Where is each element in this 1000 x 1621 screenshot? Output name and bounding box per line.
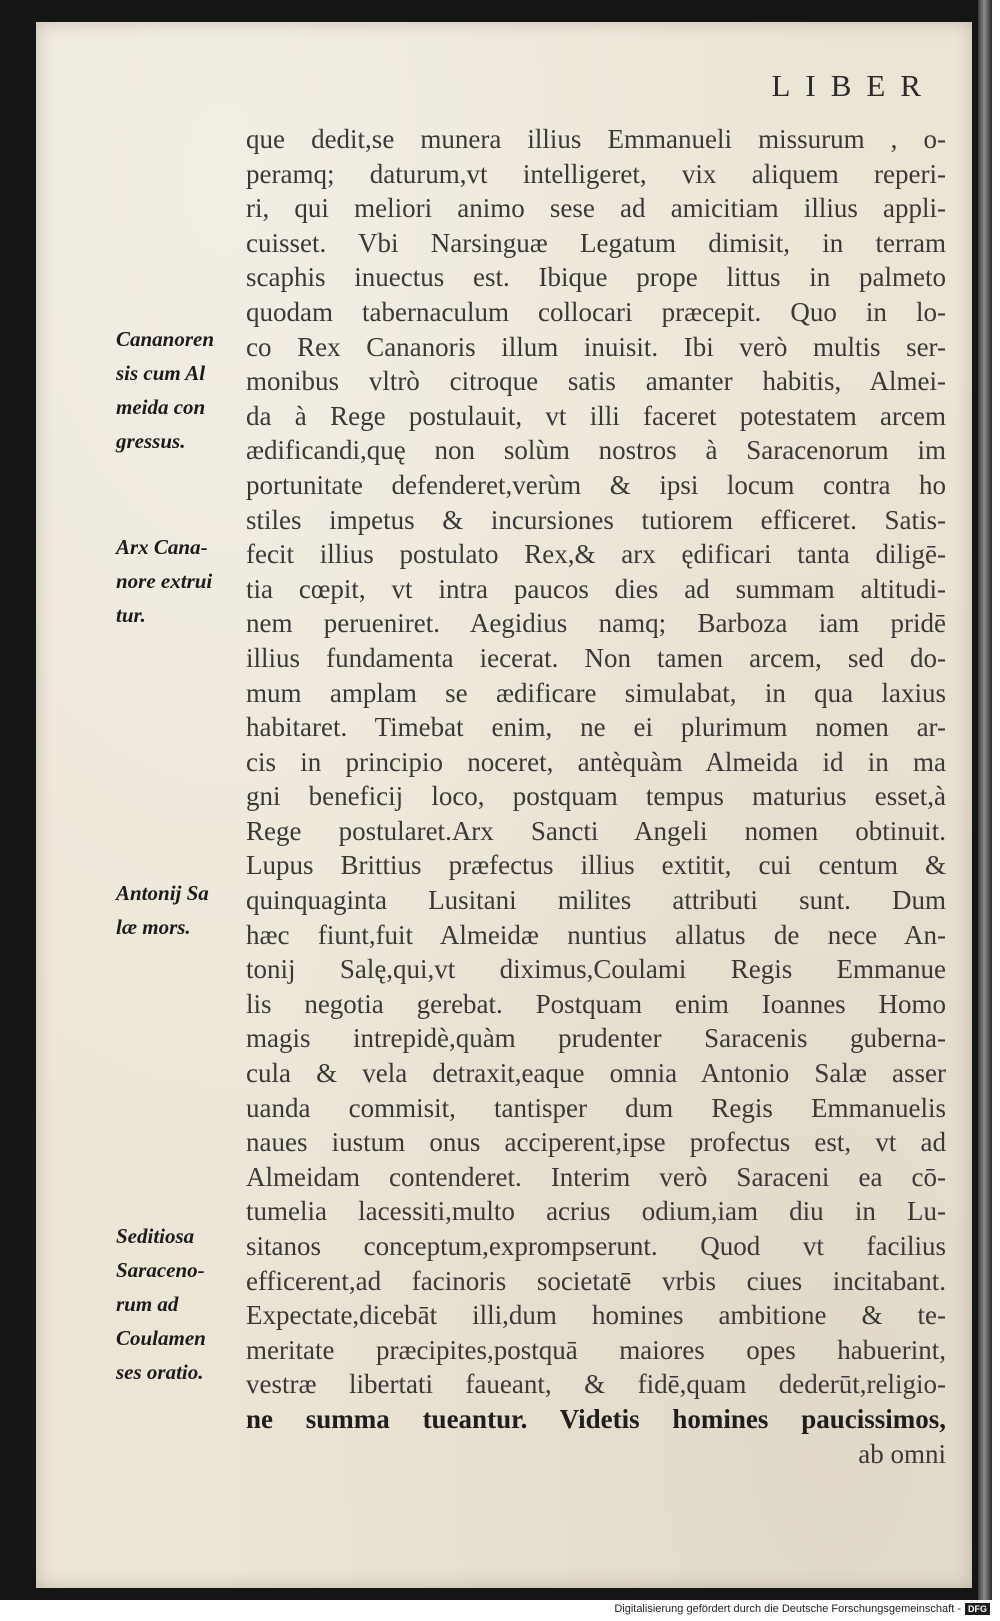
digitization-credit xyxy=(614,1603,990,1615)
text-line: efficerent,ad facinoris societatē vrbis ciues incitabant. xyxy=(246,1265,946,1296)
dfg-logo: DFG xyxy=(965,1603,990,1615)
text-line: nem perueniret. Aegidius namq; Barboza iam pridē xyxy=(246,608,946,639)
margin-note-line: nore extrui xyxy=(116,569,213,593)
text-line: tumelia lacessiti,multo acrius odium,iam diu in Lu- xyxy=(246,1196,946,1227)
text-line: quinquaginta Lusitani milites attributi sunt. Dum xyxy=(246,885,946,916)
margin-note-line: rum ad xyxy=(116,1292,179,1316)
text-line: vestræ libertati faueant, & fidē,quam dederūt,religio- xyxy=(246,1369,946,1400)
text-line: lis negotia gerebat. Postquam enim Ioannes Homo xyxy=(246,988,946,1019)
text-line: mum amplam se ædificare simulabat, in qua laxius xyxy=(246,677,946,708)
running-header: LIBER xyxy=(771,68,936,103)
text-line: magis intrepidè,quàm prudenter Saracenis guberna- xyxy=(246,1023,946,1054)
margin-note-line: Cananoren xyxy=(116,327,215,351)
margin-note-line: Seditiosa xyxy=(116,1224,195,1248)
text-line: Rege postularet.Arx Sancti Angeli nomen obtinuit. xyxy=(246,815,946,846)
catchword: ab omni xyxy=(858,1438,946,1469)
text-line: cuisset. Vbi Narsinguæ Legatum dimisit, in terram xyxy=(246,227,946,258)
text-line: fecit illius postulato Rex,& arx ędificari tanta diligē- xyxy=(246,539,946,570)
text-line: tia cœpit, vt intra paucos dies ad summam altitudi- xyxy=(246,573,946,604)
text-line: uanda commisit, tantisper dum Regis Emmanuelis xyxy=(246,1092,946,1123)
text-line: habitaret. Timebat enim, ne ei plurimum nomen ar- xyxy=(246,712,946,743)
text-line: quodam tabernaculum collocari præcepit. Quo in lo- xyxy=(246,296,946,327)
text-line: gni beneficij loco, postquam tempus maturius esset,à xyxy=(246,781,946,812)
text-line: monibus vltrò citroque satis amanter habitis, Almei- xyxy=(246,366,946,397)
text-line: ædificandi,quę non solùm nostros à Saracenorum im xyxy=(246,435,946,466)
margin-note-line: Antonij Sa xyxy=(116,881,209,905)
text-line: sitanos conceptum,exprompserunt. Quod vt facilius xyxy=(246,1231,946,1261)
body-text xyxy=(246,122,946,1471)
text-line: stiles impetus & incursiones tutiorem efficeret. Satis- xyxy=(246,504,946,535)
text-line: portunitate defenderet,verùm & ipsi locum contra ho xyxy=(246,469,946,500)
margin-note-line: gressus. xyxy=(116,429,186,453)
text-line: ne summa tueantur. Videtis homines paucissimos, xyxy=(246,1403,946,1434)
margin-note-line: Arx Cana- xyxy=(116,535,208,559)
text-line: co Rex Cananoris illum inuisit. Ibi verò multis ser- xyxy=(246,331,946,362)
margin-note-line: ses oratio. xyxy=(116,1360,204,1384)
margin-note xyxy=(116,1219,251,1389)
book-page xyxy=(36,22,972,1588)
margin-note-line: tur. xyxy=(116,603,146,627)
text-line: Almeidam contenderet. Interim verò Saraceni ea cō- xyxy=(246,1161,946,1192)
text-line: illius fundamenta iecerat. Non tamen arcem, sed do- xyxy=(246,642,946,673)
text-line: scaphis inuectus est. Ibique prope littus in palmeto xyxy=(246,262,946,293)
text-line: peramq; daturum,vt intelligeret, vix aliquem reperi- xyxy=(246,158,946,189)
text-line: hæc fiunt,fuit Almeidæ nuntius allatus de nece An- xyxy=(246,919,946,950)
text-line: Lupus Brittius præfectus illius extitit, cui centum & xyxy=(246,850,946,881)
margin-note-line: Coulamen xyxy=(116,1326,206,1350)
text-line: da à Rege postulauit, vt illi faceret potestatem arcem xyxy=(246,400,946,431)
margin-note-line: læ mors. xyxy=(116,915,191,939)
margin-note xyxy=(116,876,251,944)
text-line: cis in principio noceret, antèquàm Almeida id in ma xyxy=(246,746,946,777)
text-line: naues iustum onus acciperent,ipse profectus est, vt ad xyxy=(246,1127,946,1158)
text-line: cula & vela detraxit,eaque omnia Antonio Salæ asser xyxy=(246,1058,946,1089)
text-line: que dedit,se munera illius Emmanueli missurum , o- xyxy=(246,124,946,154)
margin-note-line: Saraceno- xyxy=(116,1258,205,1282)
text-line: ri, qui meliori animo sese ad amicitiam illius appli- xyxy=(246,193,946,224)
text-line: meritate præcipites,postquā maiores opes habuerint, xyxy=(246,1334,946,1365)
margin-note xyxy=(116,530,251,632)
credit-text: Digitalisierung gefördert durch die Deutsche Forschungsgemeinschaft - xyxy=(614,1603,961,1615)
margin-note xyxy=(116,322,251,458)
margin-note-line: sis cum Al xyxy=(116,361,206,385)
margin-note-line: meida con xyxy=(116,395,206,419)
text-line: Expectate,dicebāt illi,dum homines ambitione & te- xyxy=(246,1300,946,1331)
text-line: tonij Salę,qui,vt diximus,Coulami Regis Emmanue xyxy=(246,954,946,985)
